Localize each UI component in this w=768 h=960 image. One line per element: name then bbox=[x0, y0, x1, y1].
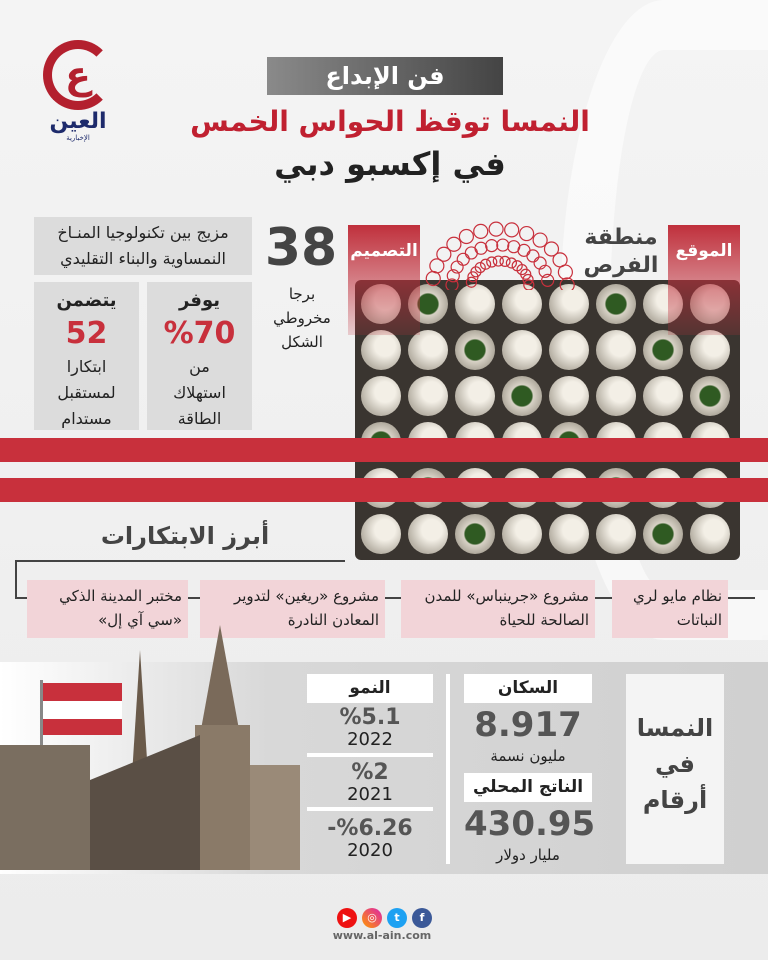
connector-line bbox=[15, 560, 345, 562]
fact-heading: يوفر bbox=[178, 290, 221, 311]
growth-column bbox=[307, 674, 433, 861]
cone-tower bbox=[643, 514, 683, 554]
innovation-item: مشروع «جرينباس» للمدن الصالحة للحياة bbox=[401, 580, 595, 638]
cone-tower bbox=[502, 514, 542, 554]
gdp-value: 430.95 bbox=[464, 804, 596, 844]
gdp-label: الناتج المحلي bbox=[464, 773, 592, 802]
expo-logo-icon bbox=[425, 215, 575, 290]
expo-ring bbox=[465, 247, 477, 259]
gdp-unit: مليار دولار bbox=[496, 846, 560, 864]
expo-ring bbox=[459, 230, 473, 244]
growth-row bbox=[307, 811, 433, 861]
growth-year: 2020 bbox=[347, 840, 393, 861]
cathedral-illustration bbox=[0, 625, 300, 875]
expo-ring bbox=[533, 233, 547, 247]
towers-description bbox=[262, 282, 342, 354]
towers-line: برجا bbox=[288, 285, 316, 303]
instagram-icon[interactable]: ◎ bbox=[362, 908, 382, 928]
cone-tower bbox=[455, 330, 495, 370]
cone-tower bbox=[549, 376, 589, 416]
cone-tower bbox=[596, 376, 636, 416]
towers-line: مخروطي bbox=[273, 309, 331, 327]
facebook-icon[interactable]: f bbox=[412, 908, 432, 928]
location-label: الموقع bbox=[668, 225, 740, 335]
growth-value: %2 bbox=[351, 760, 389, 785]
innovations-count-fact bbox=[34, 282, 139, 430]
cone-tower bbox=[455, 284, 495, 324]
cone-tower bbox=[690, 514, 730, 554]
population-label: السكان bbox=[464, 674, 592, 703]
innovation-item: نظام مايو لري النباتات bbox=[612, 580, 728, 638]
expo-ring bbox=[520, 227, 534, 241]
cone-tower bbox=[361, 376, 401, 416]
population-unit: مليون نسمة bbox=[490, 747, 566, 765]
fact-value: %70 bbox=[163, 316, 236, 351]
fact-line: الطاقة bbox=[177, 409, 222, 428]
cone-tower bbox=[643, 330, 683, 370]
innovation-item: مشروع «ريغين» لتدوير المعادن النادرة bbox=[200, 580, 385, 638]
cone-tower bbox=[690, 376, 730, 416]
cone-tower bbox=[361, 330, 401, 370]
growth-label: النمو bbox=[307, 674, 433, 703]
expo-ring bbox=[497, 239, 509, 251]
connector-line bbox=[15, 560, 17, 599]
cone-tower bbox=[455, 376, 495, 416]
page-title: النمسا توقظ الحواس الخمس bbox=[190, 105, 590, 138]
growth-year: 2022 bbox=[347, 729, 393, 750]
fact-heading: يتضمن bbox=[56, 290, 117, 311]
fact-line: من bbox=[189, 357, 210, 376]
cone-tower bbox=[408, 330, 448, 370]
growth-year: 2021 bbox=[347, 784, 393, 805]
growth-value: -%6.26 bbox=[327, 816, 413, 841]
cone-tower bbox=[643, 376, 683, 416]
towers-line: الشكل bbox=[281, 333, 323, 351]
brand-name: العين bbox=[49, 109, 107, 134]
flag-stripe bbox=[0, 438, 768, 462]
column-divider bbox=[446, 674, 450, 864]
growth-row bbox=[307, 703, 433, 753]
fact-line: لمستقبل bbox=[57, 383, 116, 402]
towers-count: 38 bbox=[264, 218, 338, 278]
social-links bbox=[337, 908, 433, 928]
page-subtitle: في إكسبو دبي bbox=[274, 145, 506, 183]
cone-tower bbox=[596, 330, 636, 370]
cone-tower bbox=[596, 284, 636, 324]
expo-ring bbox=[446, 279, 458, 290]
cone-tower bbox=[502, 330, 542, 370]
cone-tower bbox=[361, 514, 401, 554]
brand-subtitle: الإخبارية bbox=[66, 134, 90, 142]
logo-mark: ع bbox=[43, 40, 113, 110]
cone-tower bbox=[549, 514, 589, 554]
expo-ring bbox=[508, 241, 520, 253]
fact-value: 52 bbox=[65, 316, 108, 351]
cone-tower bbox=[549, 284, 589, 324]
population-column bbox=[464, 674, 596, 864]
cone-tower bbox=[455, 514, 495, 554]
expo-ring bbox=[489, 222, 503, 236]
fact-line: مستدام bbox=[61, 409, 112, 428]
cone-tower bbox=[502, 376, 542, 416]
growth-row bbox=[307, 757, 433, 807]
expo-ring bbox=[457, 253, 469, 265]
cone-tower bbox=[549, 330, 589, 370]
cone-tower bbox=[502, 284, 542, 324]
cone-tower bbox=[408, 514, 448, 554]
numbers-title: النمسا في أرقام bbox=[626, 674, 724, 864]
expo-ring bbox=[474, 224, 488, 238]
expo-ring bbox=[506, 258, 516, 268]
cone-tower bbox=[690, 330, 730, 370]
youtube-icon[interactable]: ▶ bbox=[337, 908, 357, 928]
expo-ring bbox=[527, 250, 539, 262]
expo-ring bbox=[466, 277, 476, 287]
expo-ring bbox=[487, 257, 497, 267]
expo-ring bbox=[486, 240, 498, 252]
fact-line: ابتكارا bbox=[66, 357, 107, 376]
cone-tower bbox=[596, 514, 636, 554]
flag-stripe bbox=[0, 478, 768, 502]
location-value: منطقة الفرص bbox=[583, 225, 659, 278]
energy-saving-fact bbox=[147, 282, 252, 430]
fact-line: استهلاك bbox=[173, 383, 226, 402]
expo-ring bbox=[426, 271, 440, 285]
category-banner: فن الإبداع bbox=[267, 57, 503, 95]
expo-ring bbox=[560, 278, 574, 290]
brand-logo bbox=[40, 40, 116, 142]
expo-ring bbox=[544, 242, 558, 256]
mix-fact: مزيج بين تكنولوجيا المنـاخ النمساوية والبناء التقليدي bbox=[34, 217, 252, 275]
innovations-title: أبرز الابتكارات bbox=[100, 522, 270, 550]
growth-value: %5.1 bbox=[339, 705, 401, 730]
innovation-item: مختبر المدينة الذكي «سي آي إل» bbox=[27, 580, 188, 638]
population-value: 8.917 bbox=[474, 705, 582, 745]
cone-tower bbox=[408, 376, 448, 416]
design-label: التصميم bbox=[348, 225, 420, 335]
expo-ring bbox=[430, 259, 444, 273]
expo-ring bbox=[505, 223, 519, 237]
twitter-icon[interactable]: t bbox=[387, 908, 407, 928]
website-link[interactable]: www.al-ain.com bbox=[332, 929, 432, 942]
